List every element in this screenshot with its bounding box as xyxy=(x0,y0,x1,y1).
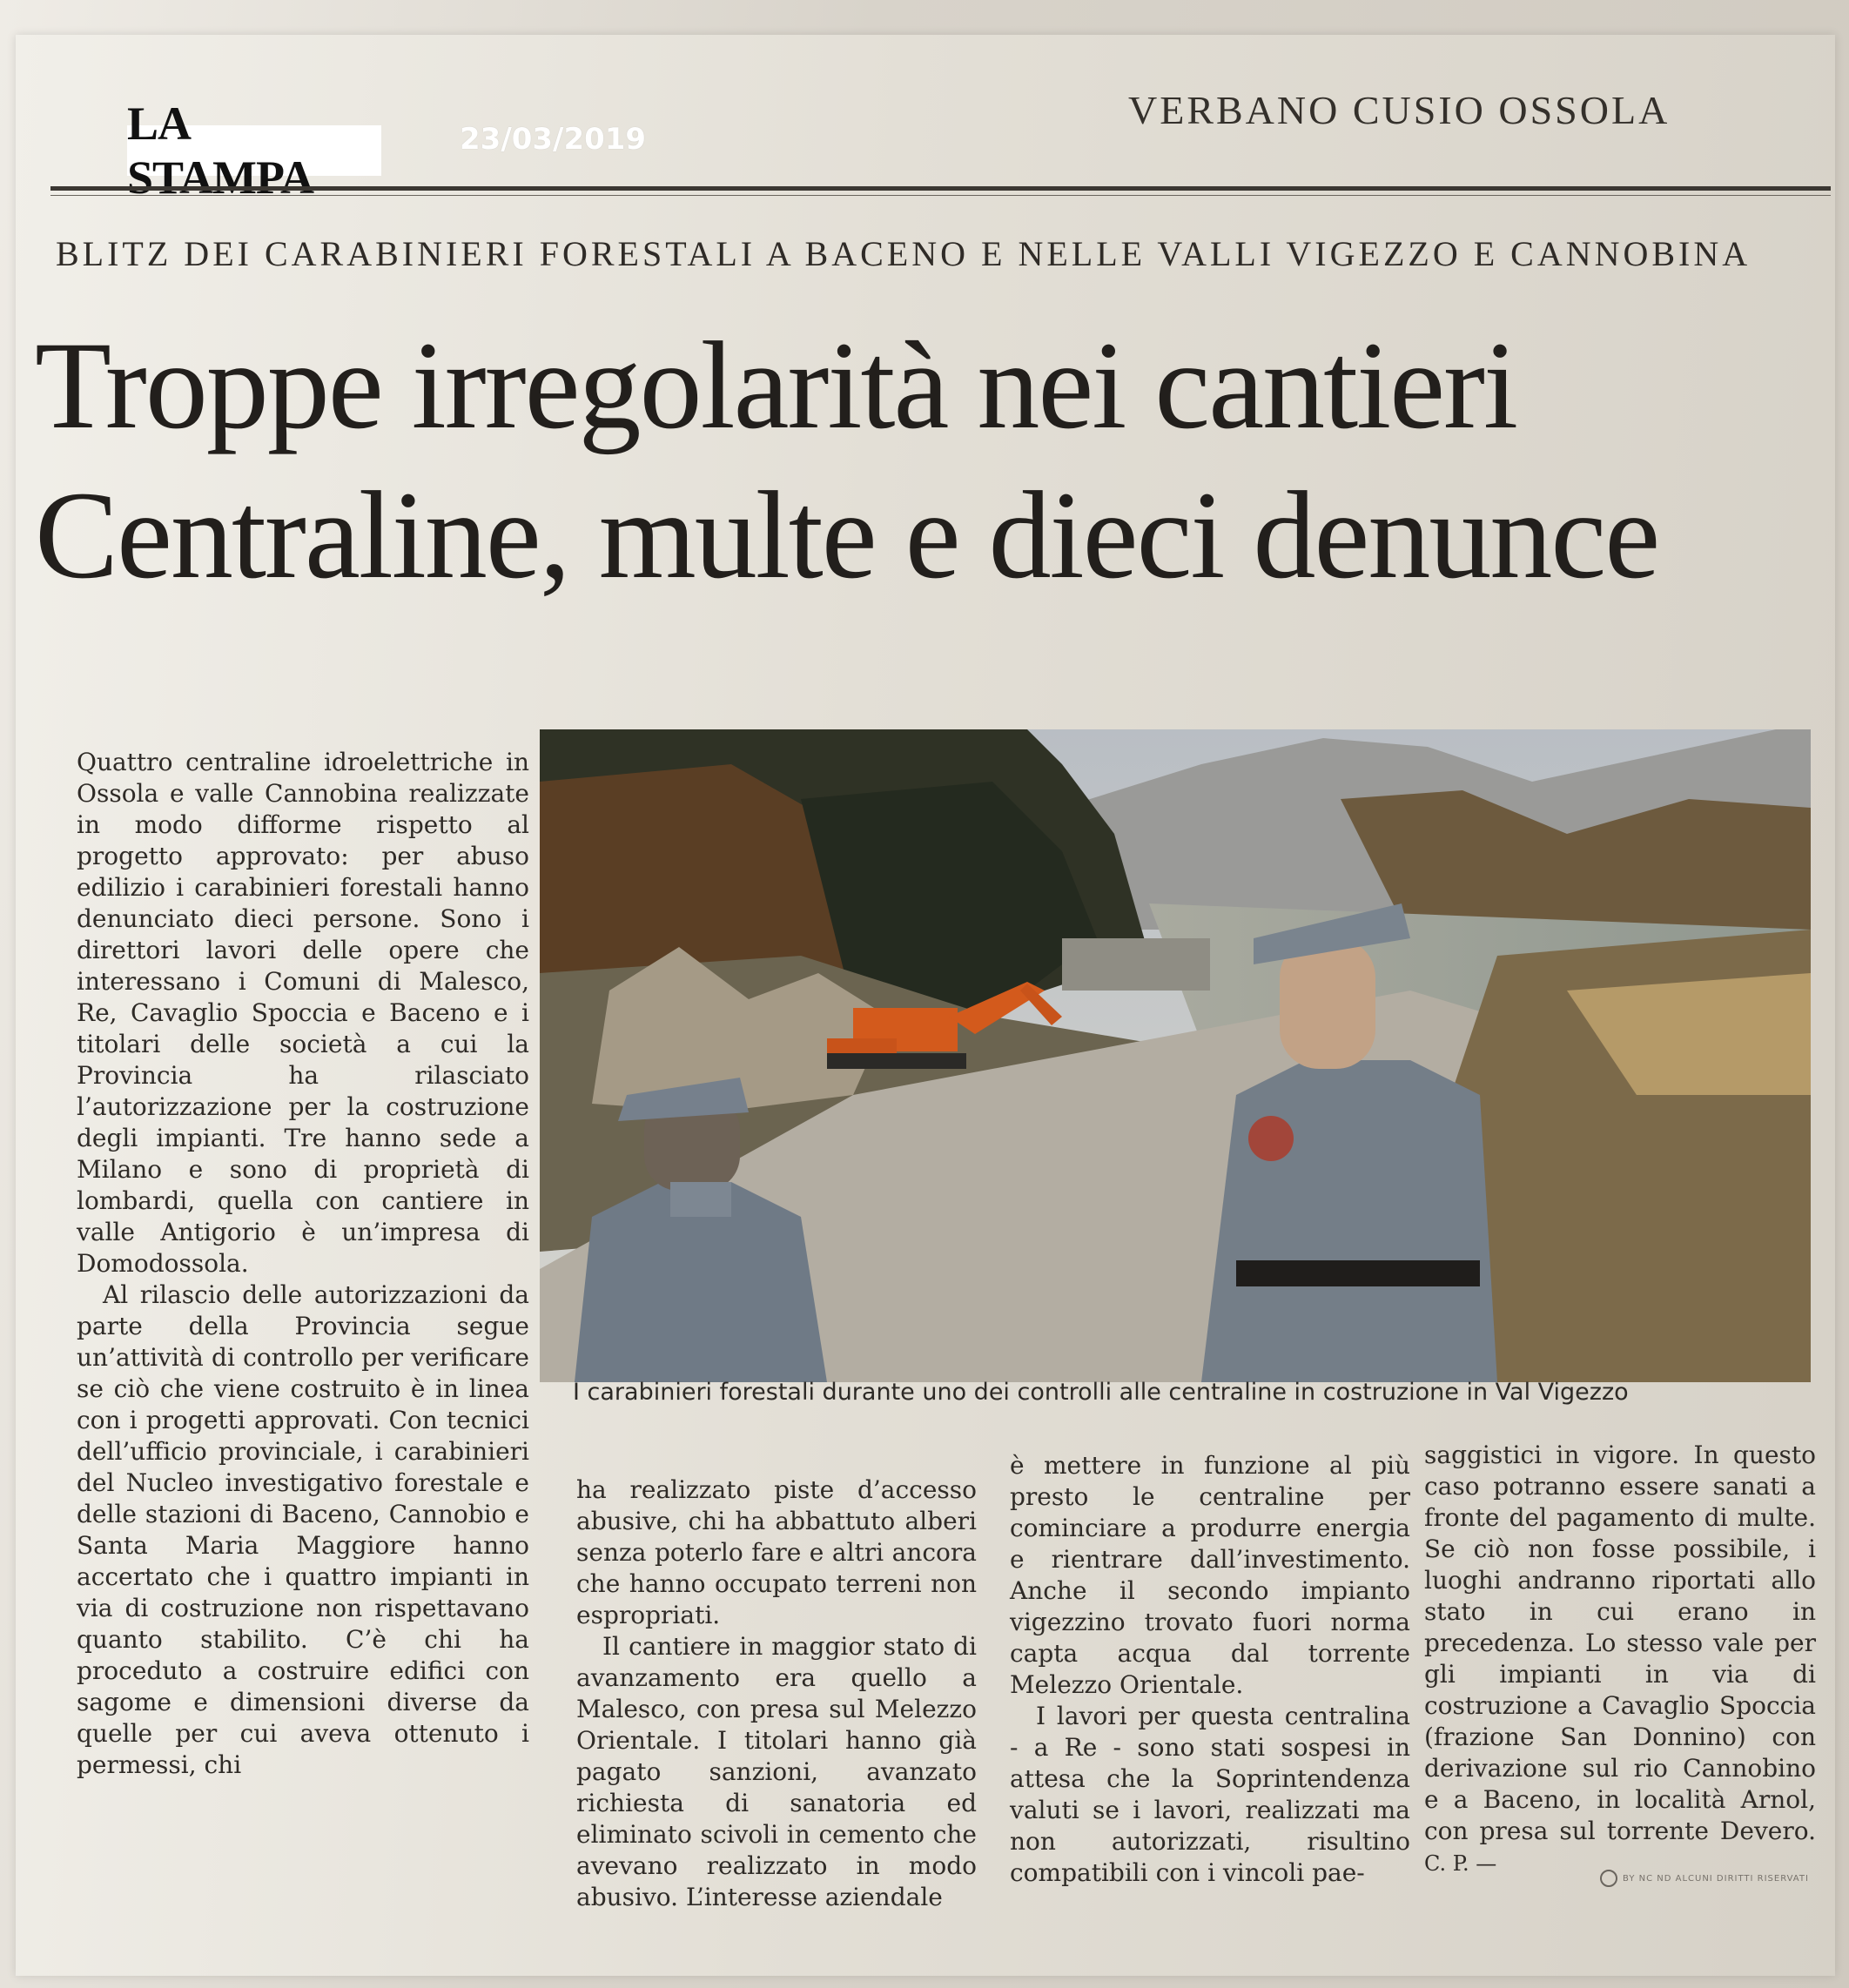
paragraph-text: saggistici in vigore. In questo caso potranno essere sanati a fronte del pagamento di multe. Se ciò non fosse possibile, i luoghi andranno riportati allo stato in cui erano in precedenza. Lo stesso vale per gli impianti in via di costruzione a Cavaglio Spoccia (frazione San Donnino) con derivazione sul rio Cannobino e a Baceno, in località Arnol, con presa sul torrente Devero. xyxy=(1424,1441,1816,1845)
paragraph: I lavori per questa centralina - a Re - sono stati sospesi in attesa che la Soprintendenza valuti se i lavori, realizzati ma non autorizzati, risultino compatibili con i vincoli pae- xyxy=(1010,1702,1410,1887)
paragraph xyxy=(1424,1440,1816,1879)
photo-illustration xyxy=(540,729,1811,1382)
paragraph: è mettere in funzione al più presto le centraline per cominciare a produrre energia e rientrare dall’investimento. Anche il secondo impianto vigezzino trovato fuori norma capta acqua dal torrente Melezzo Orientale. xyxy=(1010,1451,1410,1699)
paragraph: Il cantiere in maggior stato di avanzamento era quello a Malesco, con presa sul Melezzo Orientale. I titolari hanno già pagato sanzioni, avanzato richiesta di sanatoria ed eliminato scivoli in cemento che avevano realizzato in modo abusivo. L’interesse aziendale xyxy=(576,1632,977,1911)
article-column-3 xyxy=(1010,1450,1410,1889)
article-column-4 xyxy=(1424,1440,1816,1879)
article-headline xyxy=(35,312,1846,611)
article-column-1 xyxy=(77,747,529,1781)
article-kicker: BLITZ DEI CARABINIERI FORESTALI A BACENO E NELLE VALLI VIGEZZO E CANNOBINA xyxy=(56,234,1752,273)
photo-caption: I carabinieri forestali durante uno dei controlli alle centraline in costruzione in Val Vigezzo xyxy=(573,1379,1629,1406)
headline-line-2: Centraline, multe e dieci denunce xyxy=(35,467,1659,605)
rights-text: BY NC ND ALCUNI DIRITTI RISERVATI xyxy=(1623,1874,1809,1884)
rights-notice xyxy=(1600,1870,1809,1887)
paragraph: ha realizzato piste d’accesso abusive, chi ha abbattuto alberi senza poterlo fare e altri ancora che hanno occupato terreni non espropriati. xyxy=(576,1475,977,1629)
section-title: VERBANO CUSIO OSSOLA xyxy=(1128,88,1671,132)
author-signature: C. P. — xyxy=(1424,1851,1497,1876)
article-photo xyxy=(540,729,1811,1382)
header-rule-thin xyxy=(50,195,1831,196)
paragraph: Quattro centraline idroelettriche in Ossola e valle Cannobina realizzate in modo difforme rispetto al progetto approvato: per abuso edilizio i carabinieri forestali hanno denunciato dieci persone. Sono i direttori lavori delle opere che interessano i Comuni di Malesco, Re, Cavaglio Spoccia e Baceno e i titolari delle società a cui la Provincia ha rilasciato l’autorizzazione per la costruzione degli impianti. Tre hanno sede a Milano e sono di proprietà di lombardi, quella con cantiere in valle Antigorio è un’impresa di Domodossola. xyxy=(77,748,529,1278)
paragraph: Al rilascio delle autorizzazioni da parte della Provincia segue un’attività di controllo per verificare se ciò che viene costruito è in linea con i progetti approvati. Con tecnici dell’ufficio provinciale, i carabinieri del Nucleo investigativo forestale e delle stazioni di Baceno, Cannobio e Santa Maria Maggiore hanno accertato che i quattro impianti in via di costruzione non rispettavano quanto stabilito. C’è chi ha proceduto a costruire edifici con sagome e dimensioni diverse da quelle per cui aveva ottenuto i permessi, chi xyxy=(77,1280,529,1779)
article-column-2 xyxy=(576,1474,977,1913)
headline-line-1: Troppe irregolarità nei cantieri xyxy=(35,317,1517,455)
masthead-logo xyxy=(127,125,381,176)
creative-commons-icon xyxy=(1600,1870,1617,1887)
header-rule xyxy=(50,186,1831,191)
clipping-date: 23/03/2019 xyxy=(460,122,647,157)
